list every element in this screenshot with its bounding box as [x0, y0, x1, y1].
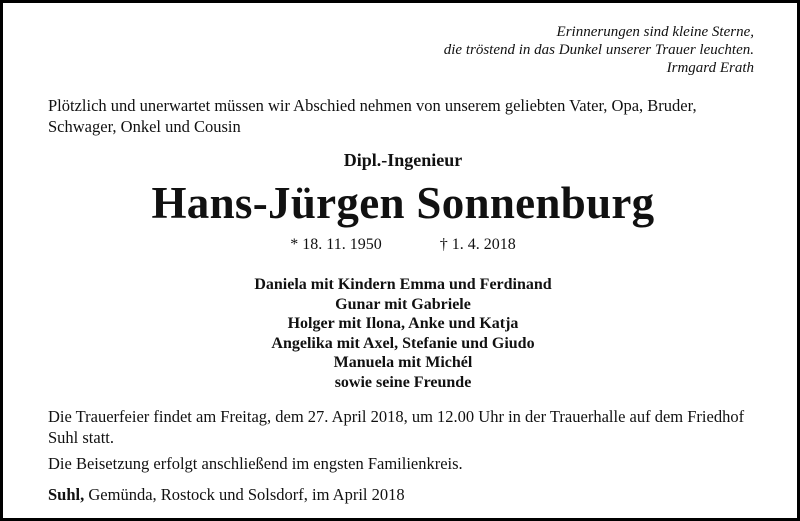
life-dates — [3, 236, 800, 254]
mourner-line: Manuela mit Michél — [333, 354, 473, 371]
memorial-quote — [444, 23, 754, 77]
quote-line-1: Erinnerungen sind kleine Sterne, — [556, 24, 754, 40]
mourner-line: Daniela mit Kindern Emma und Ferdinand — [254, 276, 552, 293]
closing-line — [48, 484, 760, 505]
burial-text: Die Beisetzung erfolgt anschließend im engsten Familienkreis. — [48, 454, 463, 473]
ceremony-text: Die Trauerfeier findet am Freitag, dem 27. April 2018, um 12.00 Uhr in der Trauerhalle auf dem Friedhof Suhl statt. — [48, 407, 745, 447]
deceased-name: Hans-Jürgen Sonnenburg — [151, 178, 655, 228]
intro-text: Plötzlich und unerwartet müssen wir Abschied nehmen von unserem geliebten Vater, Opa, Bruder, Schwager, Onkel und Cousin — [48, 96, 697, 136]
closing-rest: Gemünda, Rostock und Solsdorf, im April 2018 — [84, 485, 405, 504]
mourners-list — [3, 275, 800, 392]
quote-line-2: die tröstend in das Dunkel unserer Trauer leuchten. — [443, 42, 754, 58]
deceased-title: Dipl.-Ingenieur — [343, 150, 463, 170]
quote-author: Irmgard Erath — [666, 60, 754, 76]
closing-place: Suhl, — [48, 485, 85, 504]
mourner-line: sowie seine Freunde — [334, 373, 472, 391]
death-date: † 1. 4. 2018 — [439, 236, 516, 253]
birth-date: * 18. 11. 1950 — [290, 236, 382, 253]
mourner-line: Gunar mit Gabriele — [335, 295, 471, 313]
mourner-line: Holger mit Ilona, Anke und Katja — [287, 315, 519, 332]
mourner-line: Angelika mit Axel, Stefanie und Giudo — [271, 334, 535, 352]
